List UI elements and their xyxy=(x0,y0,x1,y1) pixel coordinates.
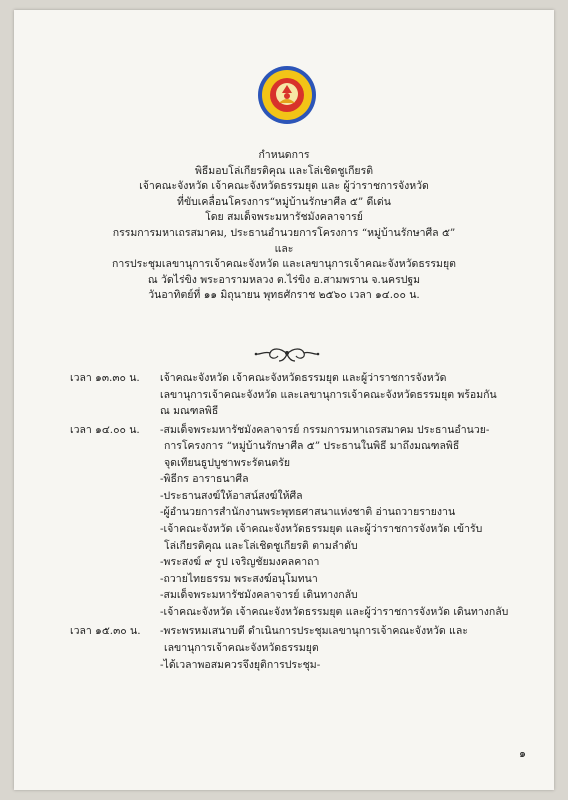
schedule-time: เวลา ๑๕.๓๐ น. xyxy=(70,624,141,637)
schedule-line: -สมเด็จพระมหารัชมังคลาจารย์ เดินทางกลับ xyxy=(160,589,358,602)
schedule-line: เจ้าคณะจังหวัด เจ้าคณะจังหวัดธรรมยุต และผู้ว่าราชการจังหวัด xyxy=(160,372,447,384)
document-page xyxy=(14,10,554,790)
header-line: โดย สมเด็จพระมหารัชมังคลาจารย์ xyxy=(205,211,363,224)
header-line: กรรมการมหาเถรสมาคม, ประธานอำนวยการโครงการ “หมู่บ้านรักษาศีล ๕” xyxy=(112,226,456,239)
temple-emblem-icon xyxy=(257,65,317,125)
schedule-time: เวลา ๑๔.๐๐ น. xyxy=(70,423,140,436)
header-line: ณ วัดไร่ขิง พระอารามหลวง ต.ไร่ขิง อ.สามพราน จ.นครปฐม xyxy=(147,273,421,286)
schedule-item xyxy=(70,623,540,674)
schedule-line: เลขานุการเจ้าคณะจังหวัด และเลขานุการเจ้าคณะจังหวัดธรรมยุต พร้อมกัน xyxy=(160,388,497,401)
schedule-line: -พระสงฆ์ ๙ รูป เจริญชัยมงคลคาถา xyxy=(160,556,320,569)
schedule-line: -พระพรหมเสนาบดี ดำเนินการประชุมเลขานุการเจ้าคณะจังหวัด และ xyxy=(160,624,468,637)
schedule-line: -เจ้าคณะจังหวัด เจ้าคณะจังหวัดธรรมยุต และผู้ว่าราชการจังหวัด เข้ารับ xyxy=(160,523,483,536)
schedule-line: -ได้เวลาพอสมควรจึงยุติการประชุม- xyxy=(160,658,321,671)
schedule-line: -ถวายไทยธรรม พระสงฆ์อนุโมทนา xyxy=(160,572,318,585)
schedule-item xyxy=(70,422,540,621)
schedule-line: -พิธีกร อาราธนาศีล xyxy=(160,473,249,486)
document-header xyxy=(14,148,554,304)
schedule-line: เลขานุการเจ้าคณะจังหวัดธรรมยุต xyxy=(164,641,319,654)
schedule-line: -เจ้าคณะจังหวัด เจ้าคณะจังหวัดธรรมยุต และผู้ว่าราชการจังหวัด เดินทางกลับ xyxy=(160,606,509,619)
schedule xyxy=(70,370,540,674)
header-line: เจ้าคณะจังหวัด เจ้าคณะจังหวัดธรรมยุต และ ผู้ว่าราชการจังหวัด xyxy=(139,180,429,193)
schedule-line: -ประธานสงฆ์ให้อาสน์สงฆ์ให้ศีล xyxy=(160,489,303,502)
header-line: ที่ขับเคลื่อนโครงการ“หมู่บ้านรักษาศีล ๕” ดีเด่น xyxy=(177,195,391,208)
header-date-line: วันอาทิตย์ที่ ๑๑ มิถุนายน พุทธศักราช ๒๕๖๐ เวลา ๑๔.๐๐ น. xyxy=(148,289,420,302)
schedule-line: โล่เกียรติคุณ และโล่เชิดชูเกียรติ ตามลำดับ xyxy=(164,539,358,552)
header-line: พิธีมอบโล่เกียรติคุณ และโล่เชิดชูเกียรติ xyxy=(194,164,374,177)
schedule-line: -สมเด็จพระมหารัชมังคลาจารย์ กรรมการมหาเถรสมาคม ประธานอำนวย- xyxy=(160,423,490,436)
header-line: และ xyxy=(274,242,294,255)
schedule-time: เวลา ๑๓.๓๐ น. xyxy=(70,372,140,384)
header-title: กำหนดการ xyxy=(258,149,310,161)
schedule-line: ณ มณฑลพิธี xyxy=(160,405,219,417)
header-line: การประชุมเลขานุการเจ้าคณะจังหวัด และเลขานุการเจ้าคณะจังหวัดธรรมยุต xyxy=(112,258,456,271)
schedule-line: การโครงการ “หมู่บ้านรักษาศีล ๕” ประธานในพิธี มาถึงมณฑลพิธี xyxy=(164,440,460,453)
schedule-line: จุดเทียนธูปบูชาพระรัตนตรัย xyxy=(164,456,291,469)
schedule-line: -ผู้อำนวยการสำนักงานพระพุทธศาสนาแห่งชาติ อ่านถวายรายงาน xyxy=(160,506,456,519)
schedule-item xyxy=(70,370,540,420)
floral-divider-icon xyxy=(252,345,322,363)
page-number: ๑ xyxy=(519,747,526,760)
